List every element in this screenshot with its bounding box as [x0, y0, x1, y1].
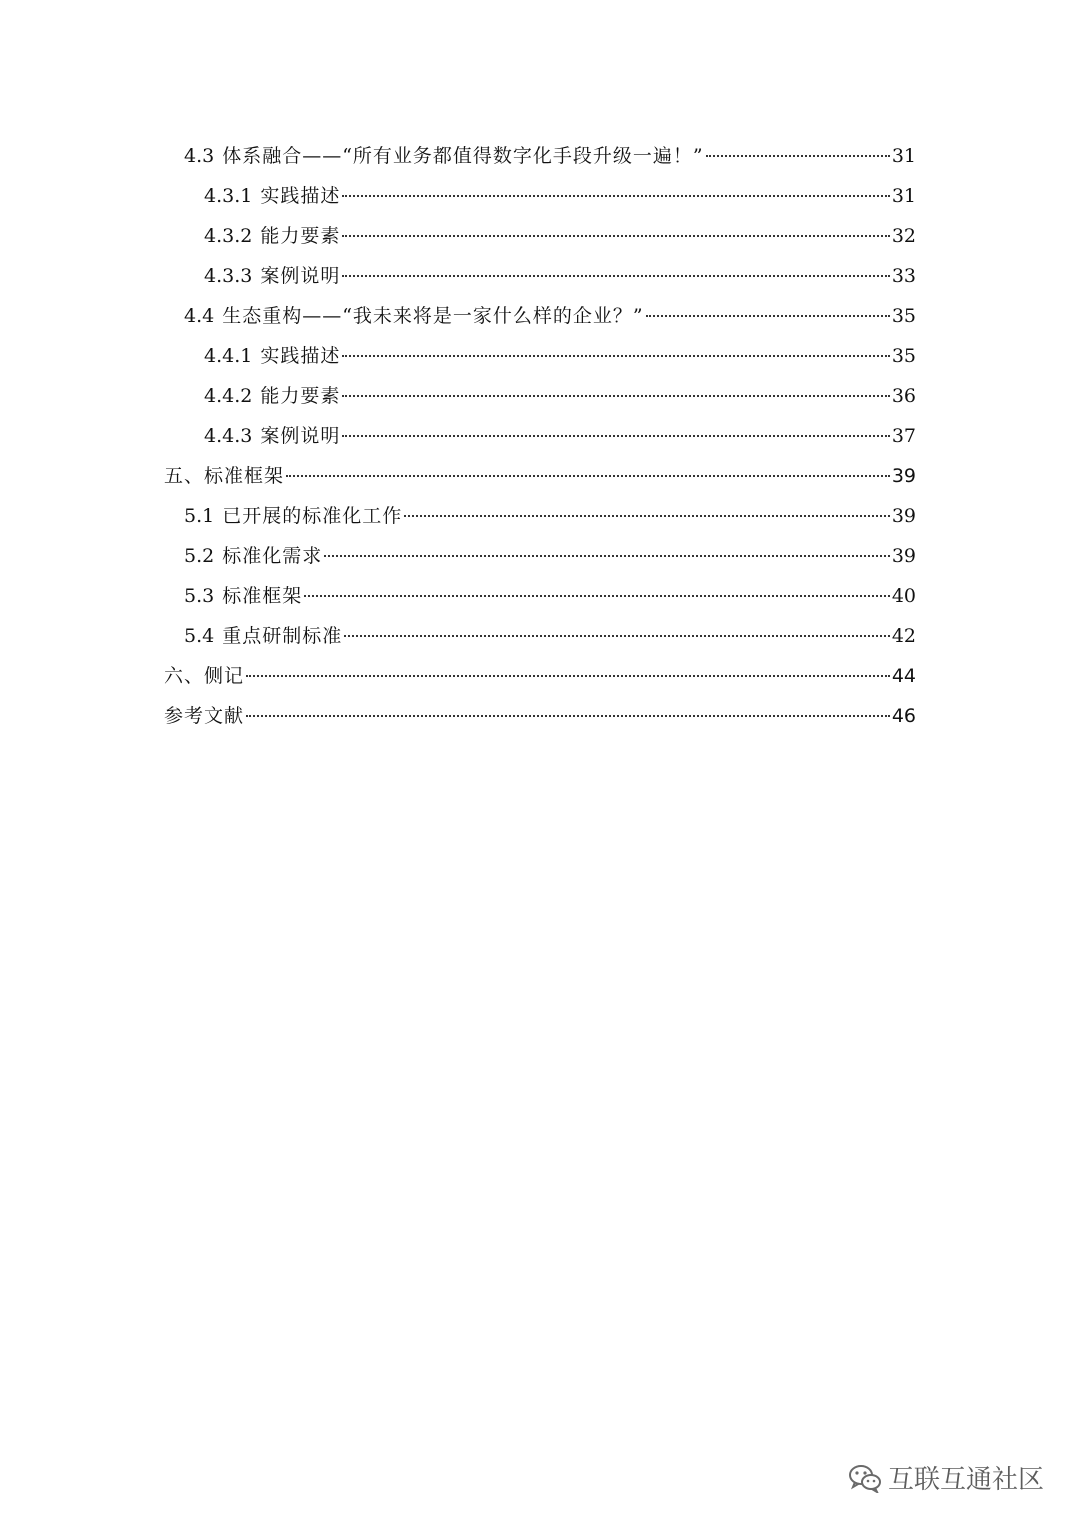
toc-entry[interactable] [164, 536, 916, 576]
toc-entry-page: 39 [891, 545, 916, 567]
toc-entry-title: 案例说明 [260, 425, 341, 447]
toc-entry-title: 五、标准框架 [164, 465, 285, 487]
toc-leader-dots [342, 195, 889, 197]
toc-entry[interactable] [164, 256, 916, 296]
toc-leader-dots [342, 435, 889, 437]
toc-leader-dots [342, 355, 889, 357]
toc-entry-page: 39 [891, 505, 916, 527]
toc-entry[interactable] [164, 176, 916, 216]
toc-entry-title: 实践描述 [260, 345, 341, 367]
toc-entry-title: 能力要素 [260, 385, 341, 407]
toc-entry-title: 体系融合——“所有业务都值得数字化手段升级一遍！” [222, 145, 704, 167]
toc-entry-number: 5.1 [184, 505, 215, 527]
toc-entry-number: 4.3.2 [204, 225, 253, 247]
toc-entry-number: 5.4 [184, 625, 215, 647]
toc-entry-title: 案例说明 [260, 265, 341, 287]
toc-entry-page: 36 [891, 385, 916, 407]
toc-leader-dots [706, 155, 890, 157]
toc-entry-number: 4.3.3 [204, 265, 253, 287]
toc-entry-page: 31 [891, 145, 916, 167]
toc-leader-dots [246, 715, 890, 717]
table-of-contents [164, 136, 916, 736]
toc-entry-page: 33 [891, 265, 916, 287]
toc-leader-dots [646, 315, 890, 317]
toc-entry-page: 37 [891, 425, 916, 447]
toc-entry-title: 重点研制标准 [222, 625, 343, 647]
toc-entry-page: 40 [891, 585, 916, 607]
toc-entry-title: 能力要素 [260, 225, 341, 247]
toc-entry[interactable] [164, 496, 916, 536]
toc-entry-page: 44 [891, 665, 916, 687]
toc-entry[interactable] [164, 456, 916, 496]
toc-entry-page: 32 [891, 225, 916, 247]
toc-leader-dots [404, 515, 890, 517]
toc-entry-page: 35 [891, 305, 916, 327]
toc-leader-dots [342, 275, 889, 277]
toc-entry[interactable] [164, 616, 916, 656]
toc-leader-dots [246, 675, 890, 677]
toc-leader-dots [324, 555, 890, 557]
toc-entry-page: 46 [891, 705, 916, 727]
toc-entry-number: 4.4.3 [204, 425, 253, 447]
toc-entry[interactable] [164, 136, 916, 176]
toc-entry-title: 生态重构——“我未来将是一家什么样的企业？” [222, 305, 644, 327]
toc-entry-page: 42 [891, 625, 916, 647]
toc-entry[interactable] [164, 336, 916, 376]
toc-entry-number: 5.3 [184, 585, 215, 607]
toc-leader-dots [342, 395, 889, 397]
toc-entry-number: 4.3 [184, 145, 215, 167]
toc-entry-number: 4.4.1 [204, 345, 253, 367]
toc-entry[interactable] [164, 296, 916, 336]
watermark-text: 互联互通社区 [887, 1465, 1044, 1495]
toc-entry-title: 标准化需求 [222, 545, 323, 567]
toc-entry-title: 标准框架 [222, 585, 303, 607]
toc-entry-page: 31 [891, 185, 916, 207]
toc-entry[interactable] [164, 576, 916, 616]
toc-entry[interactable] [164, 416, 916, 456]
toc-entry[interactable] [164, 376, 916, 416]
toc-entry-number: 4.4.2 [204, 385, 253, 407]
toc-entry[interactable] [164, 696, 916, 736]
toc-entry[interactable] [164, 216, 916, 256]
watermark [848, 1459, 1044, 1496]
toc-entry-page: 35 [891, 345, 916, 367]
toc-entry-title: 六、侧记 [164, 665, 245, 687]
toc-leader-dots [304, 595, 890, 597]
toc-entry-number: 4.3.1 [204, 185, 253, 207]
toc-entry-number: 5.2 [184, 545, 215, 567]
toc-entry-number: 4.4 [184, 305, 215, 327]
toc-entry[interactable] [164, 656, 916, 696]
toc-leader-dots [286, 475, 890, 477]
toc-entry-title: 参考文献 [164, 705, 245, 727]
toc-leader-dots [342, 235, 889, 237]
toc-entry-title: 已开展的标准化工作 [222, 505, 403, 527]
toc-leader-dots [344, 635, 890, 637]
toc-entry-title: 实践描述 [260, 185, 341, 207]
wechat-icon [848, 1463, 882, 1493]
toc-entry-page: 39 [891, 465, 916, 487]
